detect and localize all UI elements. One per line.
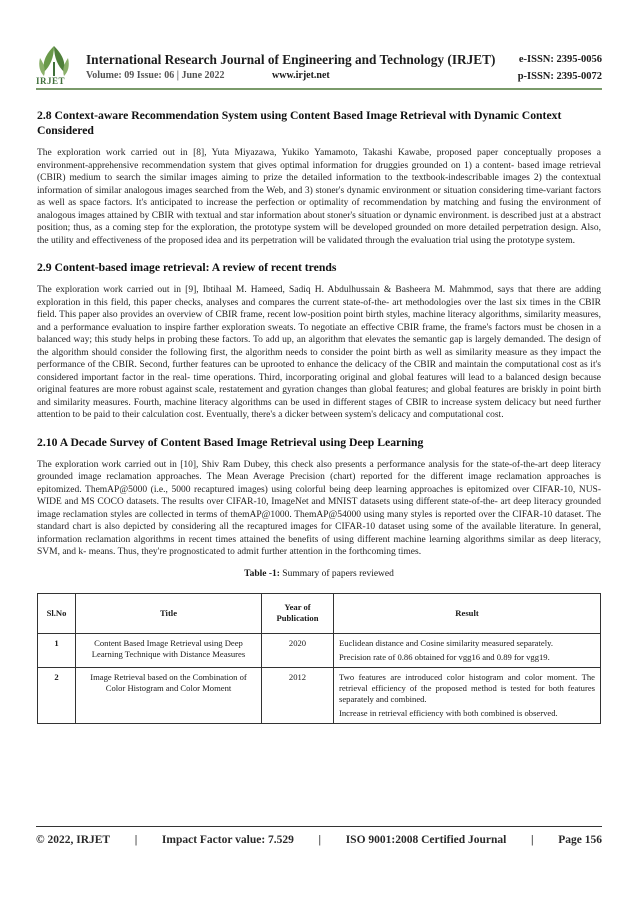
column-header-title: Title <box>76 593 262 633</box>
table-caption-label: Table -1: <box>244 568 280 579</box>
cell-result <box>334 667 601 723</box>
result-line: Euclidean distance and Cosine similarity measured separately. <box>339 637 553 648</box>
result-line: Two features are introduced color histogram and color moment. The retrieval efficiency of the proposed method is tested for both features separately and combined. <box>339 671 595 704</box>
cell-year: 2012 <box>262 667 334 723</box>
footer-divider <box>36 826 602 827</box>
volume-issue: Volume: 09 Issue: 06 | June 2022 <box>86 70 225 81</box>
cell-result <box>334 633 601 667</box>
table-caption-text: Summary of papers reviewed <box>279 568 394 579</box>
summary-table <box>37 593 601 724</box>
cell-title: Image Retrieval based on the Combination of Color Histogram and Color Moment <box>76 667 262 723</box>
column-header-slno: Sl.No <box>38 593 76 633</box>
page-content <box>37 108 601 724</box>
section-paragraph: The exploration work carried out in [9], Ibtihaal M. Hameed, Sadiq H. Abdulhussain & Basheera M. Mahmmod, says that there are adding exploration in this field, this paper checks, analyses and compares the current state-of-the- art methodologies over the last six times in the CBIR field. This paper also provides an overview of CBIR frame, recent low-position point birth styles, machine literacy algorithms, similarity measures, and a performance evaluation to inspire farther exploration sweats. To negotiate an effective CBIR frame, the frame's factors must be chosen in a balanced way; this study helps in probing these factors. To add up, an algorithm that elevates the semantic gap is largely demanded. The design of the algorithm should consider the following first, the algorithm needs to consider the point birth as well as similarity measure as they impact the performance of the CBIR. Second, further features can be uprooted to enhance the delicacy of the CBIR and maintain the computational cost as it's considered important factor in the real- time operations. Third, incorporating original and global features will lead to a balanced design because original features are more robust against scale, restatement and gyration changes than global features; and global features are briskly in point birth and similarity measures. Fourth, machine literacy algorithms can be used in different stages of CBIR to increase system delicacy but need further attention to be paid to their calculation cost. Eventually, there's a dicker between system's delicacy and computational cost. <box>37 285 601 420</box>
section-heading: 2.10 A Decade Survey of Content Based Image Retrieval using Deep Learning <box>37 435 424 449</box>
table-caption <box>37 569 601 579</box>
footer-impact-factor: Impact Factor value: 7.529 <box>161 834 294 846</box>
table-row <box>38 633 601 667</box>
section-2-10 <box>37 435 601 559</box>
section-heading: 2.8 Context-aware Recommendation System using Content Based Image Retrieval with Dynamic Context Considered <box>37 109 562 137</box>
footer-copyright: © 2022, IRJET <box>36 834 111 846</box>
cell-title: Content Based Image Retrieval using Deep Learning Technique with Distance Measures <box>76 633 262 667</box>
column-header-year: Year of Publication <box>262 593 334 633</box>
section-paragraph: The exploration work carried out in [10], Shiv Ram Dubey, this check also presents a performance analysis for the state-of-the-art deep literacy grounded image reclamation approaches. The Mean Average Precision (chart) reported for the different image reclamation approaches is epitomized. ThemAP@5000 (i.e., 5000 recaptured images) using colorful being deep learning approaches is epitomized over CIFAR-10, NUS-WIDE and MS COCO datasets. The results over CIFAR-10, ImageNet and MNIST datasets using different state-of-the- art deep literacy grounded image reclamation styles are collected in terms of themAP@1000. ThemAP@54000 using many styles is reported over the CIFAR-10 dataset. The standard chart is also depicted by considering all the recaptured images for CIFAR-10 dataset using some of the available literature. In general, information reclamation algorithms in recent times attained the benefits of using different machine learning algorithms similar as deep literacy, SVM, and k- means. Thus, they're prognosticated to admit further attention in the forthcoming times. <box>37 459 601 557</box>
result-line: Increase in retrieval efficiency with both combined is observed. <box>339 707 558 718</box>
column-header-result: Result <box>334 593 601 633</box>
footer-page-number: Page 156 <box>558 834 602 846</box>
cell-year: 2020 <box>262 633 334 667</box>
table-header-row <box>38 593 601 633</box>
section-2-8 <box>37 108 601 247</box>
cell-slno: 2 <box>38 667 76 723</box>
journal-website-link[interactable]: www.irjet.net <box>272 70 330 81</box>
table-row <box>38 667 601 723</box>
section-2-9 <box>37 260 601 422</box>
footer-separator: | <box>318 834 322 846</box>
cell-slno: 1 <box>38 633 76 667</box>
result-line: Precision rate of 0.86 obtained for vgg16 and 0.89 for vgg19. <box>339 651 550 662</box>
section-paragraph: The exploration work carried out in [8], Yuta Miyazawa, Yukiko Yamamoto, Takashi Kawabe, proposed paper conceptually proposes a environment-apprehensive recommendation system that gives optimal information for druggies grounded on 1) a content- based image retrieval (CBIR) medium to search the similar images aiming to prize the detailed information to the textbook-indescribable images 2) the contextual information of similar analogous images searched from the Web, and 3) stoner's dynamic environment or situation considering time-variant factors as well as space factors. It's anticipated to increase the perfection or optimality of recommendation by matching and fusing the environment of analogous images attained by CBIR with textual and star information about stoner's situation or dynamic environment. is described just at a abstract position; thus, as a coming step for the exploration, the prototype system will be developed grounded on more detailed perpetration design. Also, the utility and effectiveness of the proposed idea and its perpetration will be validated through the evaluation trial using the prototype system. <box>37 148 601 246</box>
footer-iso: ISO 9001:2008 Certified Journal <box>345 834 507 846</box>
e-issn: e-ISSN: 2395-0056 <box>518 54 602 65</box>
footer-separator: | <box>134 834 138 846</box>
page-header <box>0 0 638 92</box>
page-footer <box>36 834 602 846</box>
logo-text: IRJET <box>36 76 66 86</box>
section-heading: 2.9 Content-based image retrieval: A review of recent trends <box>37 261 337 274</box>
journal-title: International Research Journal of Engineering and Technology (IRJET) <box>86 52 496 67</box>
header-divider <box>36 88 602 90</box>
p-issn: p-ISSN: 2395-0072 <box>517 71 602 82</box>
footer-separator: | <box>531 834 534 846</box>
